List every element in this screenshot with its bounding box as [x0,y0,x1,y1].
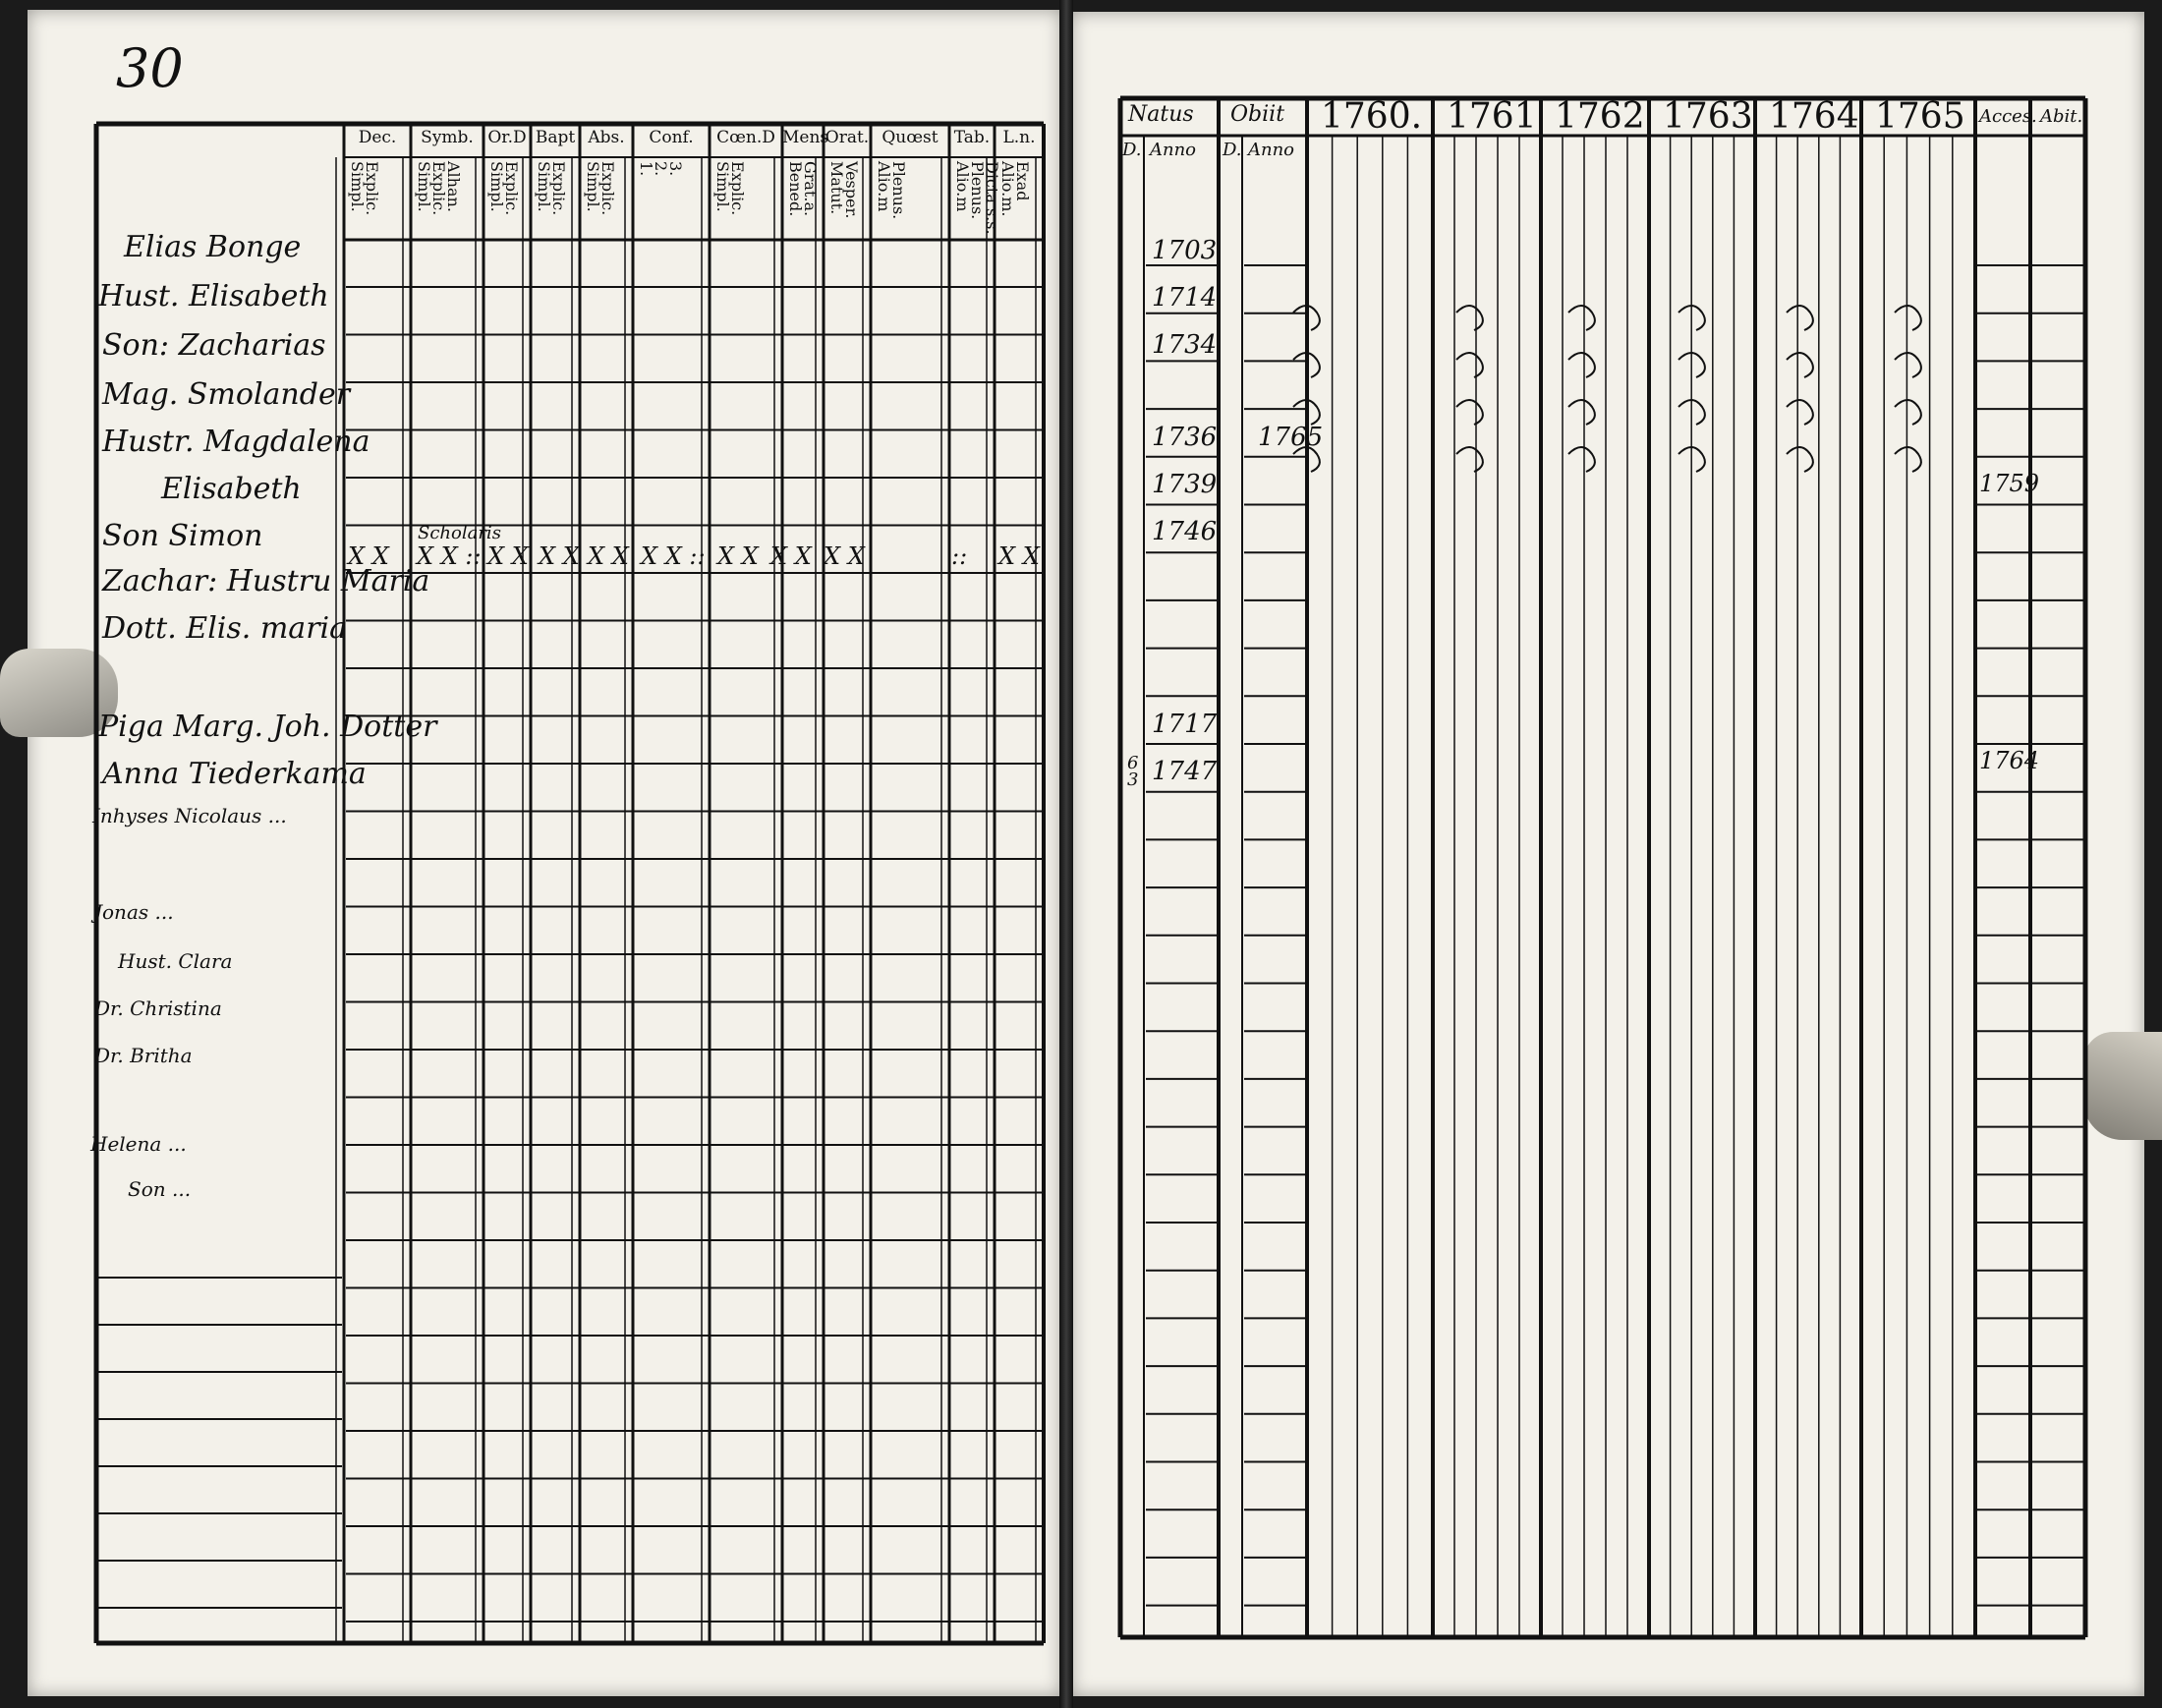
left-col-header-1: Symb. [421,128,474,147]
communion-hook-2-4 [1787,400,1813,425]
simon-mark-9: :: [951,542,968,570]
name-entry-15: Dr. Britha [94,1044,193,1067]
birth-day-1747: 6 3 [1127,753,1139,790]
left-col-header-4: Abs. [588,128,625,147]
communion-hook-0-5 [1895,306,1921,330]
obiit-d-label: D. [1223,140,1242,160]
name-entry-9: Piga Marg. Joh. Dotter [98,710,437,744]
simon-mark-1: X X :: [417,542,482,570]
simon-mark-3: X X [539,542,580,570]
simon-mark-6: X X [717,542,759,570]
communion-hook-1-1 [1456,353,1483,377]
communion-hook-0-2 [1568,306,1595,330]
name-entry-14: Dr. Christina [94,996,222,1020]
left-col-header-7: Mens [782,128,829,147]
year-header-3: 1763 [1663,96,1753,137]
communion-hook-3-2 [1568,447,1595,472]
simon-mark-8: X X [824,542,865,570]
left-col-header-11: L.n. [1002,128,1036,147]
name-entry-11: Inhyses Nicolaus ... [92,804,287,827]
communion-hook-2-5 [1895,400,1921,425]
name-entry-6: Son Simon [102,519,263,553]
left-col-subheader-8: Vesper. Matut. [827,161,861,219]
name-entry-4: Hustr. Magdalena [102,425,370,459]
left-col-header-3: Bapt [535,128,576,147]
scholaris-note: Scholaris [418,523,501,543]
birth-year-4: 1739 [1152,470,1218,499]
simon-mark-5: X X :: [641,542,706,570]
left-col-subheader-5: 3. 2. 1. [637,161,685,177]
left-col-subheader-7: Grat.a. Bened. [786,161,820,217]
communion-hook-3-4 [1787,447,1813,472]
simon-mark-2: X X [487,542,529,570]
name-entry-13: Hust. Clara [118,949,233,973]
year-header-4: 1764 [1769,96,1859,137]
birth-year-5: 1746 [1152,517,1218,546]
name-entry-7: Zachar: Hustru Maria [102,564,430,598]
year-header-0: 1760. [1321,96,1423,137]
left-col-subheader-11: Exad Alio.m. [998,161,1032,217]
left-col-subheader-10: Dicta s.s. Plenus. Alio.m [953,161,1001,235]
left-col-header-10: Tab. [953,128,991,147]
name-entry-10: Anna Tiederkama [102,757,367,791]
name-entry-1: Hust. Elisabeth [98,279,329,313]
left-col-subheader-9: Plenus. Alio.m [875,161,908,220]
name-entry-8: Dott. Elis. maria [102,611,348,646]
name-entry-5: Elisabeth [161,472,302,506]
left-col-header-6: Cœn.D [716,128,775,147]
left-col-header-5: Conf. [649,128,694,147]
obiit-anno-label: Anno [1248,140,1295,160]
left-col-subheader-3: Explic. Simpl. [535,161,568,216]
birth-year-0: 1703 [1152,236,1218,265]
year-header-1: 1761 [1447,96,1537,137]
name-entry-3: Mag. Smolander [102,377,351,412]
birth-year-1: 1714 [1152,283,1218,313]
left-col-subheader-2: Explic. Simpl. [487,161,521,216]
left-col-header-0: Dec. [358,128,397,147]
left-col-subheader-1: Alhan. Explic. Simpl. [415,161,463,216]
name-entry-16: Helena ... [90,1132,187,1156]
year-header-2: 1762 [1555,96,1645,137]
birth-year-7: 1747 [1152,757,1218,786]
birth-year-6: 1717 [1152,710,1218,739]
birth-year-2: 1734 [1152,330,1218,360]
name-entry-2: Son: Zacharias [102,328,326,363]
communion-hook-1-5 [1895,353,1921,377]
accessit-header: Acces. [1979,106,2037,127]
birth-year-3: 1736 [1152,423,1218,452]
name-entry-17: Son ... [128,1177,192,1201]
name-entry-0: Elias Bonge [124,230,302,264]
left-col-subheader-6: Explic. Simpl. [713,161,747,216]
left-col-header-8: Orat. [825,128,870,147]
accessit-entry-1: 1759 [1979,470,2040,497]
communion-hook-3-5 [1895,447,1921,472]
simon-mark-4: X X [588,542,629,570]
natus-d-label: D. [1122,140,1142,160]
natus-header: Natus [1128,102,1194,127]
left-col-subheader-0: Explic. Simpl. [348,161,381,216]
death-year-entry: 1765 [1258,423,1324,452]
communion-hook-0-4 [1787,306,1813,330]
abiit-header: Abit. [2040,106,2083,127]
name-entry-12: Jonas ... [94,900,174,924]
communion-hook-0-1 [1456,306,1483,330]
accessit-entry-2: 1764 [1979,747,2040,774]
simon-mark-7: X X [770,542,812,570]
obiit-header: Obiit [1230,102,1285,127]
left-col-header-2: Or.D [487,128,527,147]
year-header-5: 1765 [1875,96,1965,137]
left-col-subheader-4: Explic. Simpl. [584,161,617,216]
page-number: 30 [116,37,184,99]
simon-mark-0: X X [348,542,389,570]
communion-hook-3-1 [1456,447,1483,472]
communion-hook-2-2 [1568,400,1595,425]
left-col-header-9: Quœst [882,128,939,147]
communion-hook-1-4 [1787,353,1813,377]
natus-anno-label: Anno [1150,140,1197,160]
communion-hook-2-1 [1456,400,1483,425]
simon-mark-10: X X [998,542,1040,570]
right-page-marks [1293,306,1921,472]
communion-hook-1-2 [1568,353,1595,377]
right-page-grid [1120,98,2085,1637]
